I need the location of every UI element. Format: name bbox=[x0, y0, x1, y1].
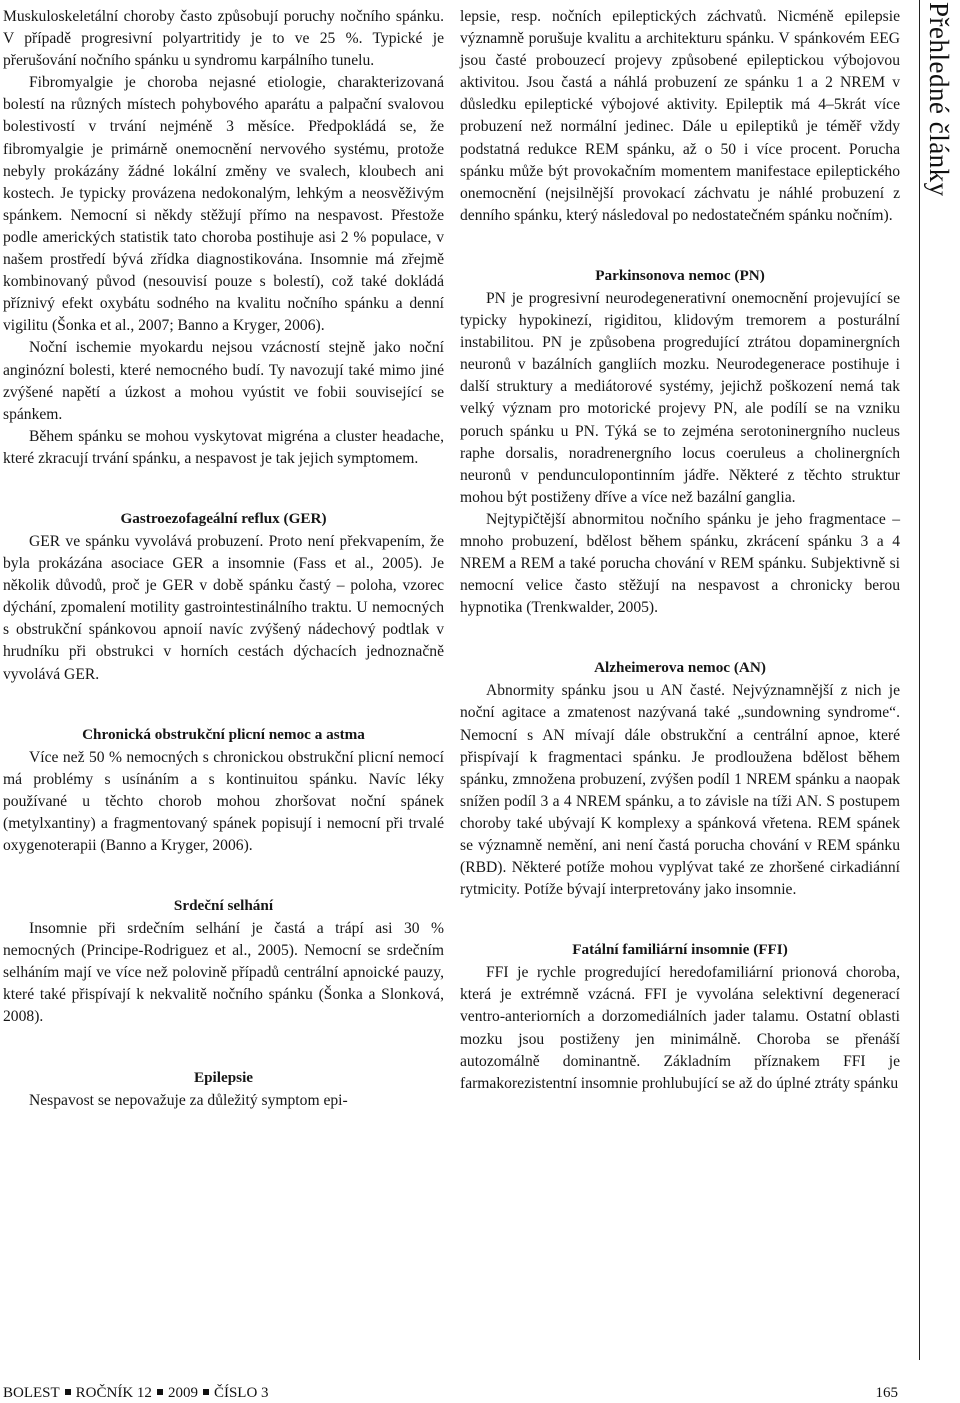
paragraph-musculoskeletal: Muskuloskeletální choroby často způsobují poruchy nočního spánku. V případě progresivní polyartritidy je to ve 25 %. Typické je přerušování nočního spánku u syndromu karpálního tunelu. bbox=[3, 8, 444, 70]
paragraph-ischemia: Noční ischemie myokardu nejsou vzácností stejně jako noční anginózní bolesti, které nemocného budí. Ty navozují také mimo jiné zvýšené napětí a úzkost a mohou vyústit ve fobii související se spánkem. bbox=[3, 339, 444, 423]
heading-alzheimer: Alzheimerova nemoc (AN) bbox=[594, 659, 766, 677]
paragraph-epilepsy-cont: lepsie, resp. nočních epileptických záchvatů. Nicméně epilepsie významně porušuje kvalitu a architekturu spánku. V spánkovém EEG jsou časté probouzecí projevy způsobené epileptickou výbojovou aktivitou. Jsou častá a náhlá probuzení ze spánku 1 a 2 NREM v důsledku epileptické výbojové aktivity. Epileptik má 4–5krát více probuzení než normální jedinec. Dále u epileptiků je téměř vždy podstatná redukce REM spánku, až o 50 i více procent. Porucha spánku může být provokačním momentem manifestace epileptického onemocnění (nejsilnější provokací záchvatu je náhlé probuzení z denního spánku, který následoval po nedostatečném spánku nočním). bbox=[460, 8, 900, 224]
page-number: 165 bbox=[875, 1384, 898, 1401]
footer-year: 2009 bbox=[167, 1384, 198, 1401]
heading-heart-failure: Srdeční selhání bbox=[173, 897, 274, 915]
paragraph-parkinson-2: Nejtypičtější abnormitou nočního spánku je jeho fragmentace – mnoho probuzení, bdělost během spánku, zkrácení spánku 3 a 4 NREM a REM a také porucha chování v REM spánku. Subjektivně si nemocní velice často stěžují na nespavost a chronicky berou hypnotika (Trenkwalder, 2005). bbox=[460, 510, 900, 617]
square-bullet-icon bbox=[65, 1389, 71, 1395]
heading-ger: Gastroezofageální reflux (GER) bbox=[120, 509, 327, 527]
paragraph-heart-failure: Insomnie při srdečním selhání je častá a trápí asi 30 % nemocných (Principe-Rodriguez et al., 2005). Nemocní se srdečním selháním mají ve více než polovině případů centrální apnoické pauzy, které také přispívají k nekvalitě nočního spánku (Šonka a Slonková, 2008). bbox=[3, 920, 444, 1026]
footer-citation bbox=[3, 1385, 269, 1402]
left-column bbox=[3, 6, 444, 1112]
square-bullet-icon bbox=[203, 1389, 209, 1395]
paragraph-parkinson-1: PN je progresivní neurodegenerativní onemocnění projevující se typicky hypokinezí, rigiditou, klidovým tremorem a posturální instabilitou. PN je způsobena progredující ztrátou dopaminergních neuronů v bazálních gangliích mozku. Neurodegenerace postihuje i další struktury a mediátorové systémy, jejichž poškození nemá tak velký význam pro motorické projevy PN, ale podílí se na vzniku poruch spánku u PN. Týká se to zejména serotoninergního nucleus raphe dorsalis, noradrenergního locus coeruleus a cholinergních neuronů v pendunculopontinním jádře. Některé z těchto struktur mohou být postiženy dříve a více než bazální ganglia. bbox=[460, 289, 900, 506]
section-title-vertical: Přehledné články bbox=[924, 2, 954, 197]
heading-copd: Chronická obstrukční plicní nemoc a astma bbox=[82, 725, 365, 743]
page-footer bbox=[3, 1384, 898, 1402]
paragraph-epilepsy-start: Nespavost se nepovažuje za důležitý symptom epi- bbox=[29, 1091, 348, 1109]
paragraph-copd: Více než 50 % nemocných s chronickou obstrukční plicní nemocí má problémy s usínáním a s kontinuitou spánku. Navíc léky používané u těchto chorob mohou zhoršovat noční spánek (metylxantiny) a fragmentovaný spánek popisují i nemocní při trvalé oxygenoterapii (Banno a Kryger, 2006). bbox=[3, 748, 444, 854]
paragraph-ger: GER ve spánku vyvolává probuzení. Proto není překvapením, že byla prokázána asociace GER a insomnie (Fass et al., 2005). Je několik důvodů, proč je GER v době spánku častý – poloha, vzorec dýchání, zpomalení motility gastrointestinálního traktu. U nemocných s obstrukční spánkovou apnoií navíc zvýšený nádechový podtlak v hrudníku při obstrukci v horních cestách dýchacích jednoznačně vyvolává GER. bbox=[3, 532, 444, 683]
paragraph-fibromyalgia: Fibromyalgie je choroba nejasné etiologie, charakterizovaná bolestí na různých místech pohybového aparátu a palpační svalovou bolestivostí v trvání nejméně 3 měsíce. Předpokládá se, že fibromyalgie je primárně onemocnění nervového systému, protože nebyly prokázány žádné lokální změny ve svalech, kloubech ani kostech. Je typicky provázena nedokonalým, lehkým a neosvěživým spánkem. Nemocní si někdy stěžují přímo na nespavost. Přestože podle amerických statistik tato choroba postihuje asi 2 % populace, v našem prostředí bývá zřídka diagnostikována. Insomnie má zřejmě kombinovaný původ (nesouvisí pouze s bolestí), což také dokládá příznivý efekt oxybátu sodného na kvalitu nočního spánku a denní vigilitu (Šonka et al., 2007; Banno a Kryger, 2006). bbox=[3, 74, 444, 335]
square-bullet-icon bbox=[157, 1389, 163, 1395]
footer-journal: BOLEST bbox=[3, 1384, 60, 1401]
footer-volume: ROČNÍK 12 bbox=[75, 1384, 152, 1401]
paragraph-migraine: Během spánku se mohou vyskytovat migréna a cluster headache, které zkracují trvání spánku, a nespavost je tak jejich symptomem. bbox=[3, 427, 444, 467]
footer-issue: ČÍSLO 3 bbox=[213, 1384, 269, 1401]
heading-parkinson: Parkinsonova nemoc (PN) bbox=[595, 266, 765, 284]
paragraph-ffi: FFI je rychle progredující heredofamiliární prionová choroba, která je extrémně vzácná. FFI je vyvolána selektivní degenerací ventro-anteriorních a dorzomediálních jader talamu. Ostatní oblasti mozku jsou postiženy jen minimálně. Choroba se přenáší autozomálně dominantně. Základním příznakem FFI je farmakorezistentní insomnie prohlubující se až do úplné ztráty spánku bbox=[460, 964, 900, 1092]
right-column bbox=[460, 6, 900, 1095]
heading-epilepsy: Epilepsie bbox=[193, 1068, 254, 1086]
paragraph-alzheimer: Abnormity spánku jsou u AN časté. Nejvýznamnější z nich je noční agitace a zmatenost nazývaná také „sundowning syndrome“. Nemocní s AN mívají dále obstrukční a centrální apnoe, které přispívají k fragmentaci spánku. Je prodloužena bdělost během spánku, zmnožena probuzení, zvýšen podíl 1 NREM spánku a naopak snížen podíl 3 a 4 NREM spánku, a to závisle na tíži AN. S postupem choroby také ubývají K komplexy a spánková vřetena. REM spánek se významně nemění, ani není častá porucha chování v REM spánku (RBD). Některé potíže mohou vyplývat také ze zhoršené cirkadiánní rytmicity. Potíže bývají interpretovány jako insomnie. bbox=[460, 682, 900, 899]
section-sidebar bbox=[919, 0, 960, 1360]
heading-ffi: Fatální familiární insomnie (FFI) bbox=[572, 941, 788, 959]
